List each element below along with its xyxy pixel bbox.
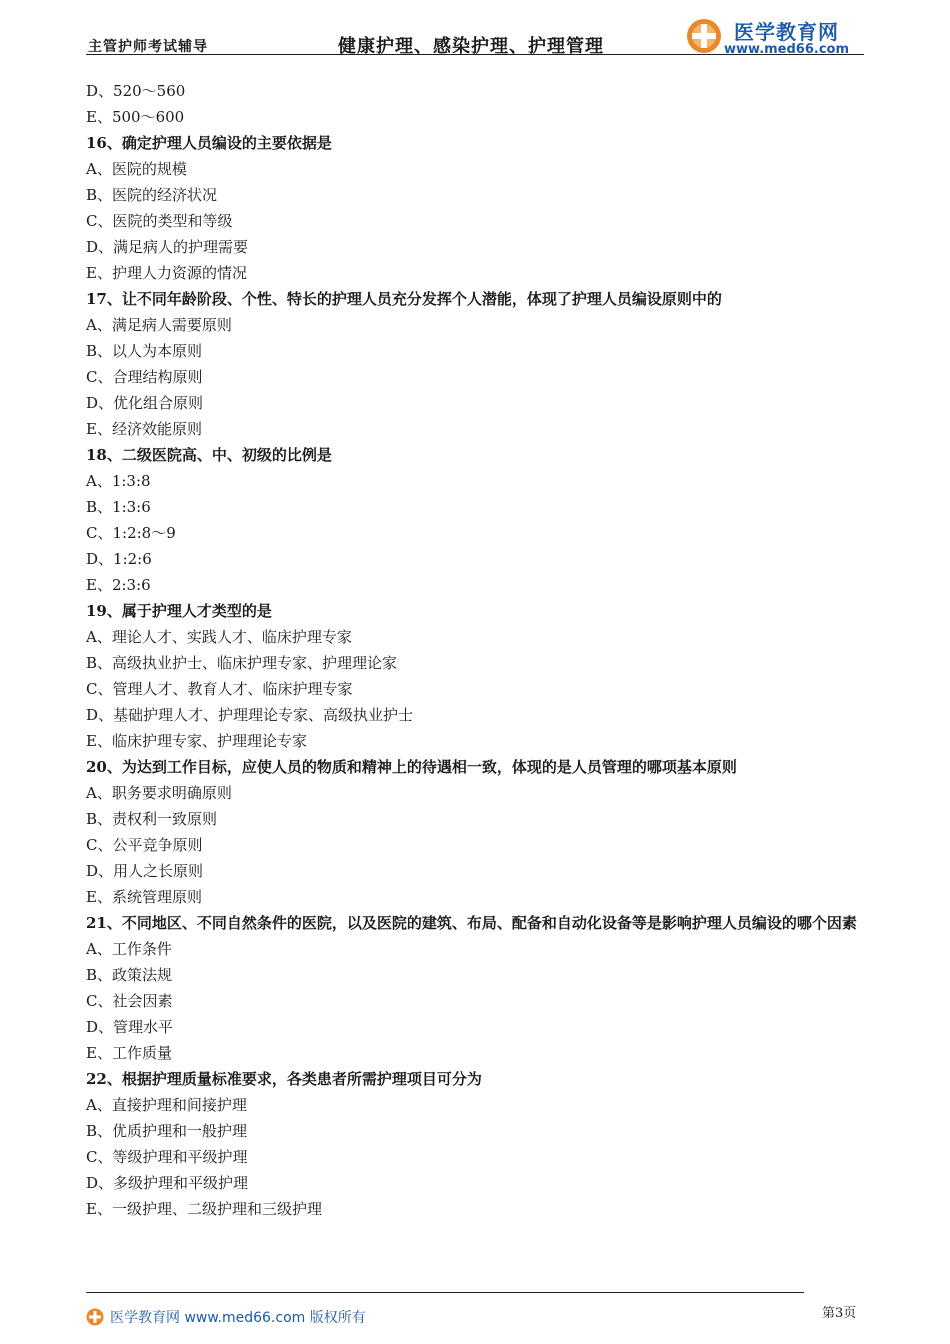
option-line: A、1:3:8 xyxy=(86,472,151,490)
option-line: C、社会因素 xyxy=(86,992,173,1010)
option-line: D、基础护理人才、护理理论专家、高级执业护士 xyxy=(86,706,414,724)
option-line: D、管理水平 xyxy=(86,1018,174,1036)
option-line: A、工作条件 xyxy=(86,940,172,958)
brand-logo[interactable] xyxy=(686,16,866,56)
option-line: A、医院的规模 xyxy=(86,160,187,178)
option-line: D、1:2:6 xyxy=(86,550,152,568)
option-line: C、等级护理和平级护理 xyxy=(86,1148,248,1166)
logo-url[interactable]: www.med66.com xyxy=(724,42,850,57)
question-stem: 19、属于护理人才类型的是 xyxy=(86,602,272,620)
option-line: C、医院的类型和等级 xyxy=(86,212,233,230)
header-course-title: 主管护师考试辅导 xyxy=(88,39,208,55)
question-stem: 20、为达到工作目标，应使人员的物质和精神上的待遇相一致，体现的是人员管理的哪项基本原则 xyxy=(86,758,737,776)
option-line: B、高级执业护士、临床护理专家、护理理论家 xyxy=(86,654,398,672)
option-line: E、临床护理专家、护理理论专家 xyxy=(86,732,307,750)
option-line: B、医院的经济状况 xyxy=(86,186,218,204)
medical-cross-footer-icon xyxy=(86,1308,104,1326)
logo-title: 医学教育网 xyxy=(734,20,839,44)
question-stem: 18、二级医院高、中、初级的比例是 xyxy=(86,446,332,464)
medical-cross-logo-icon xyxy=(686,18,722,54)
option-line: E、500～600 xyxy=(86,108,185,126)
option-line: C、管理人才、教育人才、临床护理专家 xyxy=(86,680,353,698)
option-line: D、优化组合原则 xyxy=(86,394,204,412)
option-line: B、责权利一致原则 xyxy=(86,810,218,828)
question-stem: 17、让不同年龄阶段、个性、特长的护理人员充分发挥个人潜能，体现了护理人员编设原则中的 xyxy=(86,290,722,308)
header-divider xyxy=(86,54,864,55)
page-number: 第3页 xyxy=(822,1306,857,1321)
footer-copyright: 医学教育网 www.med66.com 版权所有 xyxy=(110,1310,366,1326)
option-line: B、以人为本原则 xyxy=(86,342,203,360)
option-line: A、满足病人需要原则 xyxy=(86,316,232,334)
option-line: E、系统管理原则 xyxy=(86,888,202,906)
option-line: E、经济效能原则 xyxy=(86,420,202,438)
option-line: C、1:2:8～9 xyxy=(86,524,176,542)
question-stem: 22、根据护理质量标准要求，各类患者所需护理项目可分为 xyxy=(86,1070,482,1088)
option-line: B、1:3:6 xyxy=(86,498,151,516)
option-line: D、用人之长原则 xyxy=(86,862,204,880)
question-list xyxy=(86,78,870,1222)
question-stem: 21、不同地区、不同自然条件的医院，以及医院的建筑、布局、配备和自动化设备等是影响护理人员编设的哪个因素 xyxy=(86,914,857,932)
option-line: D、520～560 xyxy=(86,82,186,100)
option-line: C、合理结构原则 xyxy=(86,368,203,386)
option-line: D、多级护理和平级护理 xyxy=(86,1174,249,1192)
option-line: E、2:3:6 xyxy=(86,576,151,594)
option-line: E、护理人力资源的情况 xyxy=(86,264,247,282)
option-line: B、优质护理和一般护理 xyxy=(86,1122,248,1140)
header-subject-title: 健康护理、感染护理、护理管理 xyxy=(338,36,604,57)
footer-divider xyxy=(86,1292,804,1293)
option-line: A、理论人才、实践人才、临床护理专家 xyxy=(86,628,352,646)
question-stem: 16、确定护理人员编设的主要依据是 xyxy=(86,134,332,152)
option-line: A、直接护理和间接护理 xyxy=(86,1096,247,1114)
option-line: B、政策法规 xyxy=(86,966,173,984)
option-line: E、一级护理、二级护理和三级护理 xyxy=(86,1200,322,1218)
option-line: A、职务要求明确原则 xyxy=(86,784,232,802)
page-header xyxy=(86,14,864,56)
option-line: E、工作质量 xyxy=(86,1044,172,1062)
option-line: C、公平竞争原则 xyxy=(86,836,203,854)
option-line: D、满足病人的护理需要 xyxy=(86,238,249,256)
